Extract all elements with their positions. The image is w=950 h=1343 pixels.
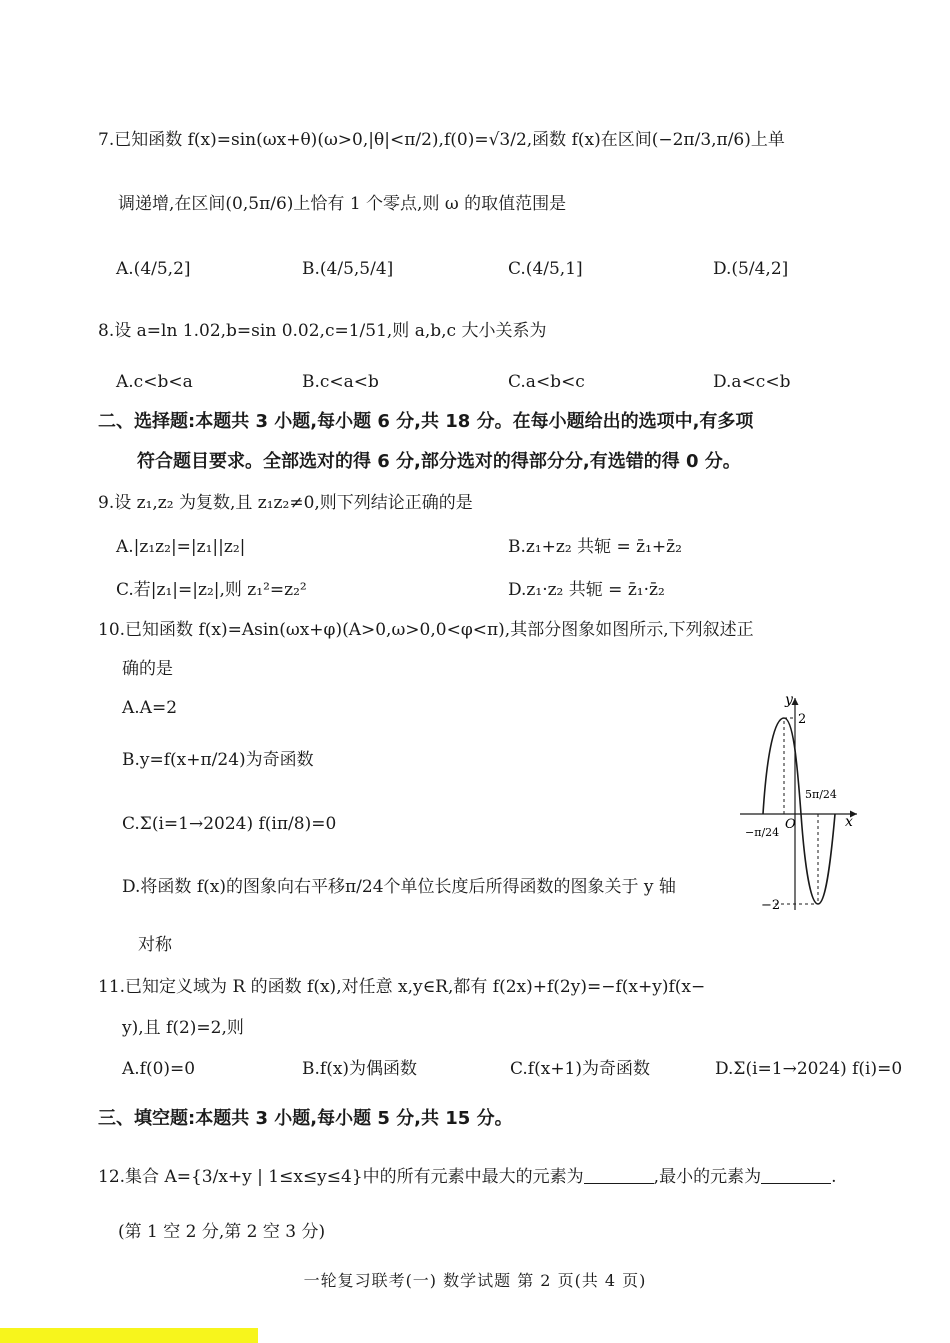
q10-option-a[interactable]: A.A=2	[122, 698, 178, 718]
q10-option-c[interactable]: C.Σ(i=1→2024) f(iπ/8)=0	[122, 814, 337, 834]
q9-option-c[interactable]: C.若|z₁|=|z₂|,则 z₁²=z₂²	[116, 580, 307, 600]
q11-option-b[interactable]: B.f(x)为偶函数	[302, 1059, 418, 1079]
q10-option-d[interactable]: D.将函数 f(x)的图象向右平移π/24个单位长度后所得函数的图象关于 y 轴	[122, 877, 676, 897]
q7-option-a[interactable]: A.(4/5,2]	[116, 259, 191, 279]
y-max-label: 2	[798, 712, 807, 727]
y-axis-label: y	[785, 692, 793, 708]
q10-graph	[735, 690, 870, 920]
q11-option-d[interactable]: D.Σ(i=1→2024) f(i)=0	[715, 1059, 903, 1079]
q11-option-c[interactable]: C.f(x+1)为奇函数	[510, 1059, 651, 1079]
q9-option-d[interactable]: D.z₁·z₂ 共轭 = z̄₁·z̄₂	[508, 580, 665, 600]
q8-option-d[interactable]: D.a<c<b	[713, 372, 791, 392]
q9-stem: 9.设 z₁,z₂ 为复数,且 z₁z₂≠0,则下列结论正确的是	[98, 493, 473, 513]
q7-option-b[interactable]: B.(4/5,5/4]	[302, 259, 394, 279]
q12-blank-1[interactable]	[584, 1165, 654, 1184]
q9-option-a[interactable]: A.|z₁z₂|=|z₁||z₂|	[116, 537, 246, 557]
q8-option-b[interactable]: B.c<a<b	[302, 372, 379, 392]
q8-stem: 8.设 a=ln 1.02,b=sin 0.02,c=1/51,则 a,b,c 大小关系为	[98, 321, 547, 341]
q12-text-part1: 12.集合 A={3/x+y | 1≤x≤y≤4}中的所有元素中最大的元素为	[98, 1167, 584, 1187]
q12-stem	[98, 1165, 836, 1189]
q10-option-b[interactable]: B.y=f(x+π/24)为奇函数	[122, 750, 314, 770]
origin-label: O	[785, 817, 796, 832]
q10-stem-line2: 确的是	[122, 659, 173, 679]
q12-blank-2[interactable]	[761, 1165, 831, 1184]
x-axis-label: x	[845, 814, 853, 830]
q11-stem-line1: 11.已知定义域为 R 的函数 f(x),对任意 x,y∈R,都有 f(2x)+f(2y)=−f(x+y)f(x−	[98, 977, 706, 997]
q10-option-d-cont: 对称	[138, 935, 172, 955]
q7-option-d[interactable]: D.(5/4,2]	[713, 259, 789, 279]
q7-option-c[interactable]: C.(4/5,1]	[508, 259, 583, 279]
q12-text-part3: .	[831, 1167, 837, 1187]
q8-option-a[interactable]: A.c<b<a	[116, 372, 193, 392]
section2-heading-line2: 符合题目要求。全部选对的得 6 分,部分选对的得部分分,有选错的得 0 分。	[137, 451, 741, 472]
yellow-highlight-bar	[0, 1328, 258, 1343]
q11-option-a[interactable]: A.f(0)=0	[122, 1059, 196, 1079]
q10-stem-line1: 10.已知函数 f(x)=Asin(ωx+φ)(A>0,ω>0,0<φ<π),其部分图象如图所示,下列叙述正	[98, 620, 754, 640]
q12-score-note: (第 1 空 2 分,第 2 空 3 分)	[118, 1222, 326, 1242]
q7-stem-line2: 调递增,在区间(0,5π/6)上恰有 1 个零点,则 ω 的取值范围是	[118, 194, 567, 214]
q9-option-b[interactable]: B.z₁+z₂ 共轭 = z̄₁+z̄₂	[508, 537, 682, 557]
x-left-label: −π/24	[745, 826, 780, 839]
x-right-label: 5π/24	[805, 788, 837, 801]
q12-text-part2: ,最小的元素为	[653, 1167, 762, 1187]
sine-curve	[763, 718, 835, 904]
q8-option-c[interactable]: C.a<b<c	[508, 372, 585, 392]
q7-stem-line1: 7.已知函数 f(x)=sin(ωx+θ)(ω>0,|θ|<π/2),f(0)=√3/2,函数 f(x)在区间(−2π/3,π/6)上单	[98, 130, 785, 150]
y-min-label: −2	[761, 898, 781, 913]
page-footer: 一轮复习联考(一) 数学试题 第 2 页(共 4 页)	[303, 1271, 647, 1290]
section2-heading-line1: 二、选择题:本题共 3 小题,每小题 6 分,共 18 分。在每小题给出的选项中,有多项	[98, 411, 754, 432]
q11-stem-line2: y),且 f(2)=2,则	[122, 1018, 244, 1038]
section3-heading: 三、填空题:本题共 3 小题,每小题 5 分,共 15 分。	[98, 1108, 513, 1129]
